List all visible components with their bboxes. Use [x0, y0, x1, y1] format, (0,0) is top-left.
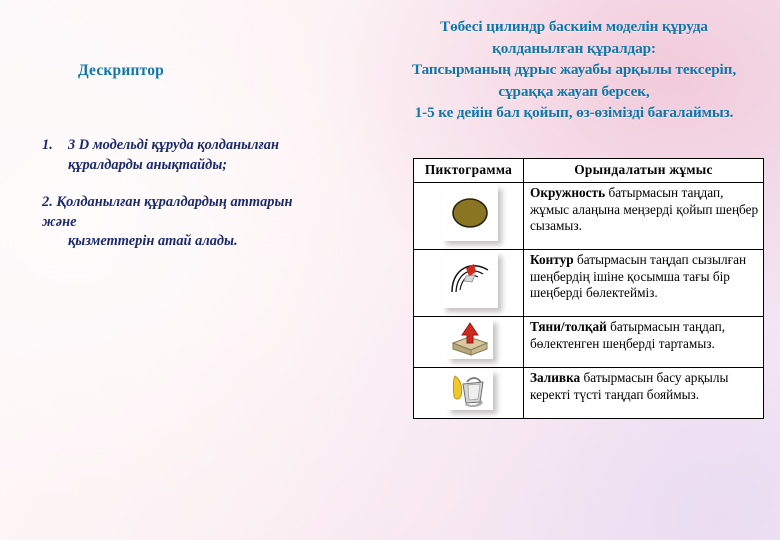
table-row [414, 317, 764, 368]
tool-name: Тяни/толқай [530, 319, 607, 334]
heading-line-2: қолданылған құралдар: [492, 39, 656, 57]
table-row [414, 183, 764, 250]
descriptor-item-1-line-2: құралдарды анықтайды; [68, 156, 228, 173]
tool-name: Контур [530, 252, 574, 267]
descriptor-item-2-line-2: және [42, 213, 77, 230]
work-description-cell [524, 368, 764, 419]
table-header-work: Орындалатын жұмыс [524, 159, 764, 183]
tool-description: батырмасын таңдап, жұмыс алаңына меңзерді қойып шеңбер сызамыз. [530, 185, 759, 234]
push-pull-tool-icon [447, 319, 493, 359]
contour-tool-icon [442, 252, 498, 308]
work-description-cell [524, 317, 764, 368]
descriptor-item-1 [42, 136, 387, 175]
work-description-cell [524, 183, 764, 250]
pictogram-cell [414, 183, 524, 250]
descriptor-item-2-number: 2. [42, 194, 53, 210]
heading-line-1: Төбесі цилиндр баскиім моделін құруда [440, 18, 708, 35]
pictogram-cell [414, 317, 524, 368]
heading-line-4: сұраққа жауап берсек, [498, 82, 650, 100]
tool-name: Окружность [530, 185, 606, 200]
pictogram-cell [414, 250, 524, 317]
tool-description: батырмасын таңдап сызылған шеңбердің ішіне қосымша тағы бір шеңберді бөлектейміз. [530, 252, 747, 301]
descriptor-item-2 [42, 193, 387, 252]
heading-line-3: Тапсырманың дұрыс жауабы арқылы тексеріп, [411, 61, 737, 78]
pictogram-table-container [413, 158, 763, 419]
heading-line-5: 1-5 ке дейін бал қойып, өз-өзімізді бағалаймыз. [414, 104, 734, 121]
descriptor-item-2-line-3: қызметтерін атай алады. [68, 233, 238, 249]
descriptor-list [42, 136, 387, 270]
descriptor-label: Дескриптор [78, 62, 164, 79]
pictogram-cell [414, 368, 524, 419]
tool-description: батырмасын таңдап, бөлектенген шеңберді тартамыз. [530, 319, 726, 351]
paint-bucket-tool-icon [447, 370, 493, 410]
circle-tool-icon [442, 185, 498, 241]
descriptor-item-1-number: 1. [42, 137, 53, 153]
tool-name: Заливка [530, 370, 581, 385]
table-header-row [414, 159, 764, 183]
work-description-cell [524, 250, 764, 317]
tool-description: батырмасын басу арқылы керекті түсті таңдап бояймыз. [530, 370, 729, 402]
slide-heading [368, 16, 780, 124]
table-row [414, 250, 764, 317]
table-header-pictogram: Пиктограмма [414, 159, 524, 183]
pictogram-table [413, 158, 764, 419]
descriptor-item-1-line-1: 3 D модельді құруда қолданылған [68, 137, 279, 153]
table-row [414, 368, 764, 419]
descriptor-item-2-line-1: Қолданылған құралдардың аттарын [56, 194, 293, 210]
